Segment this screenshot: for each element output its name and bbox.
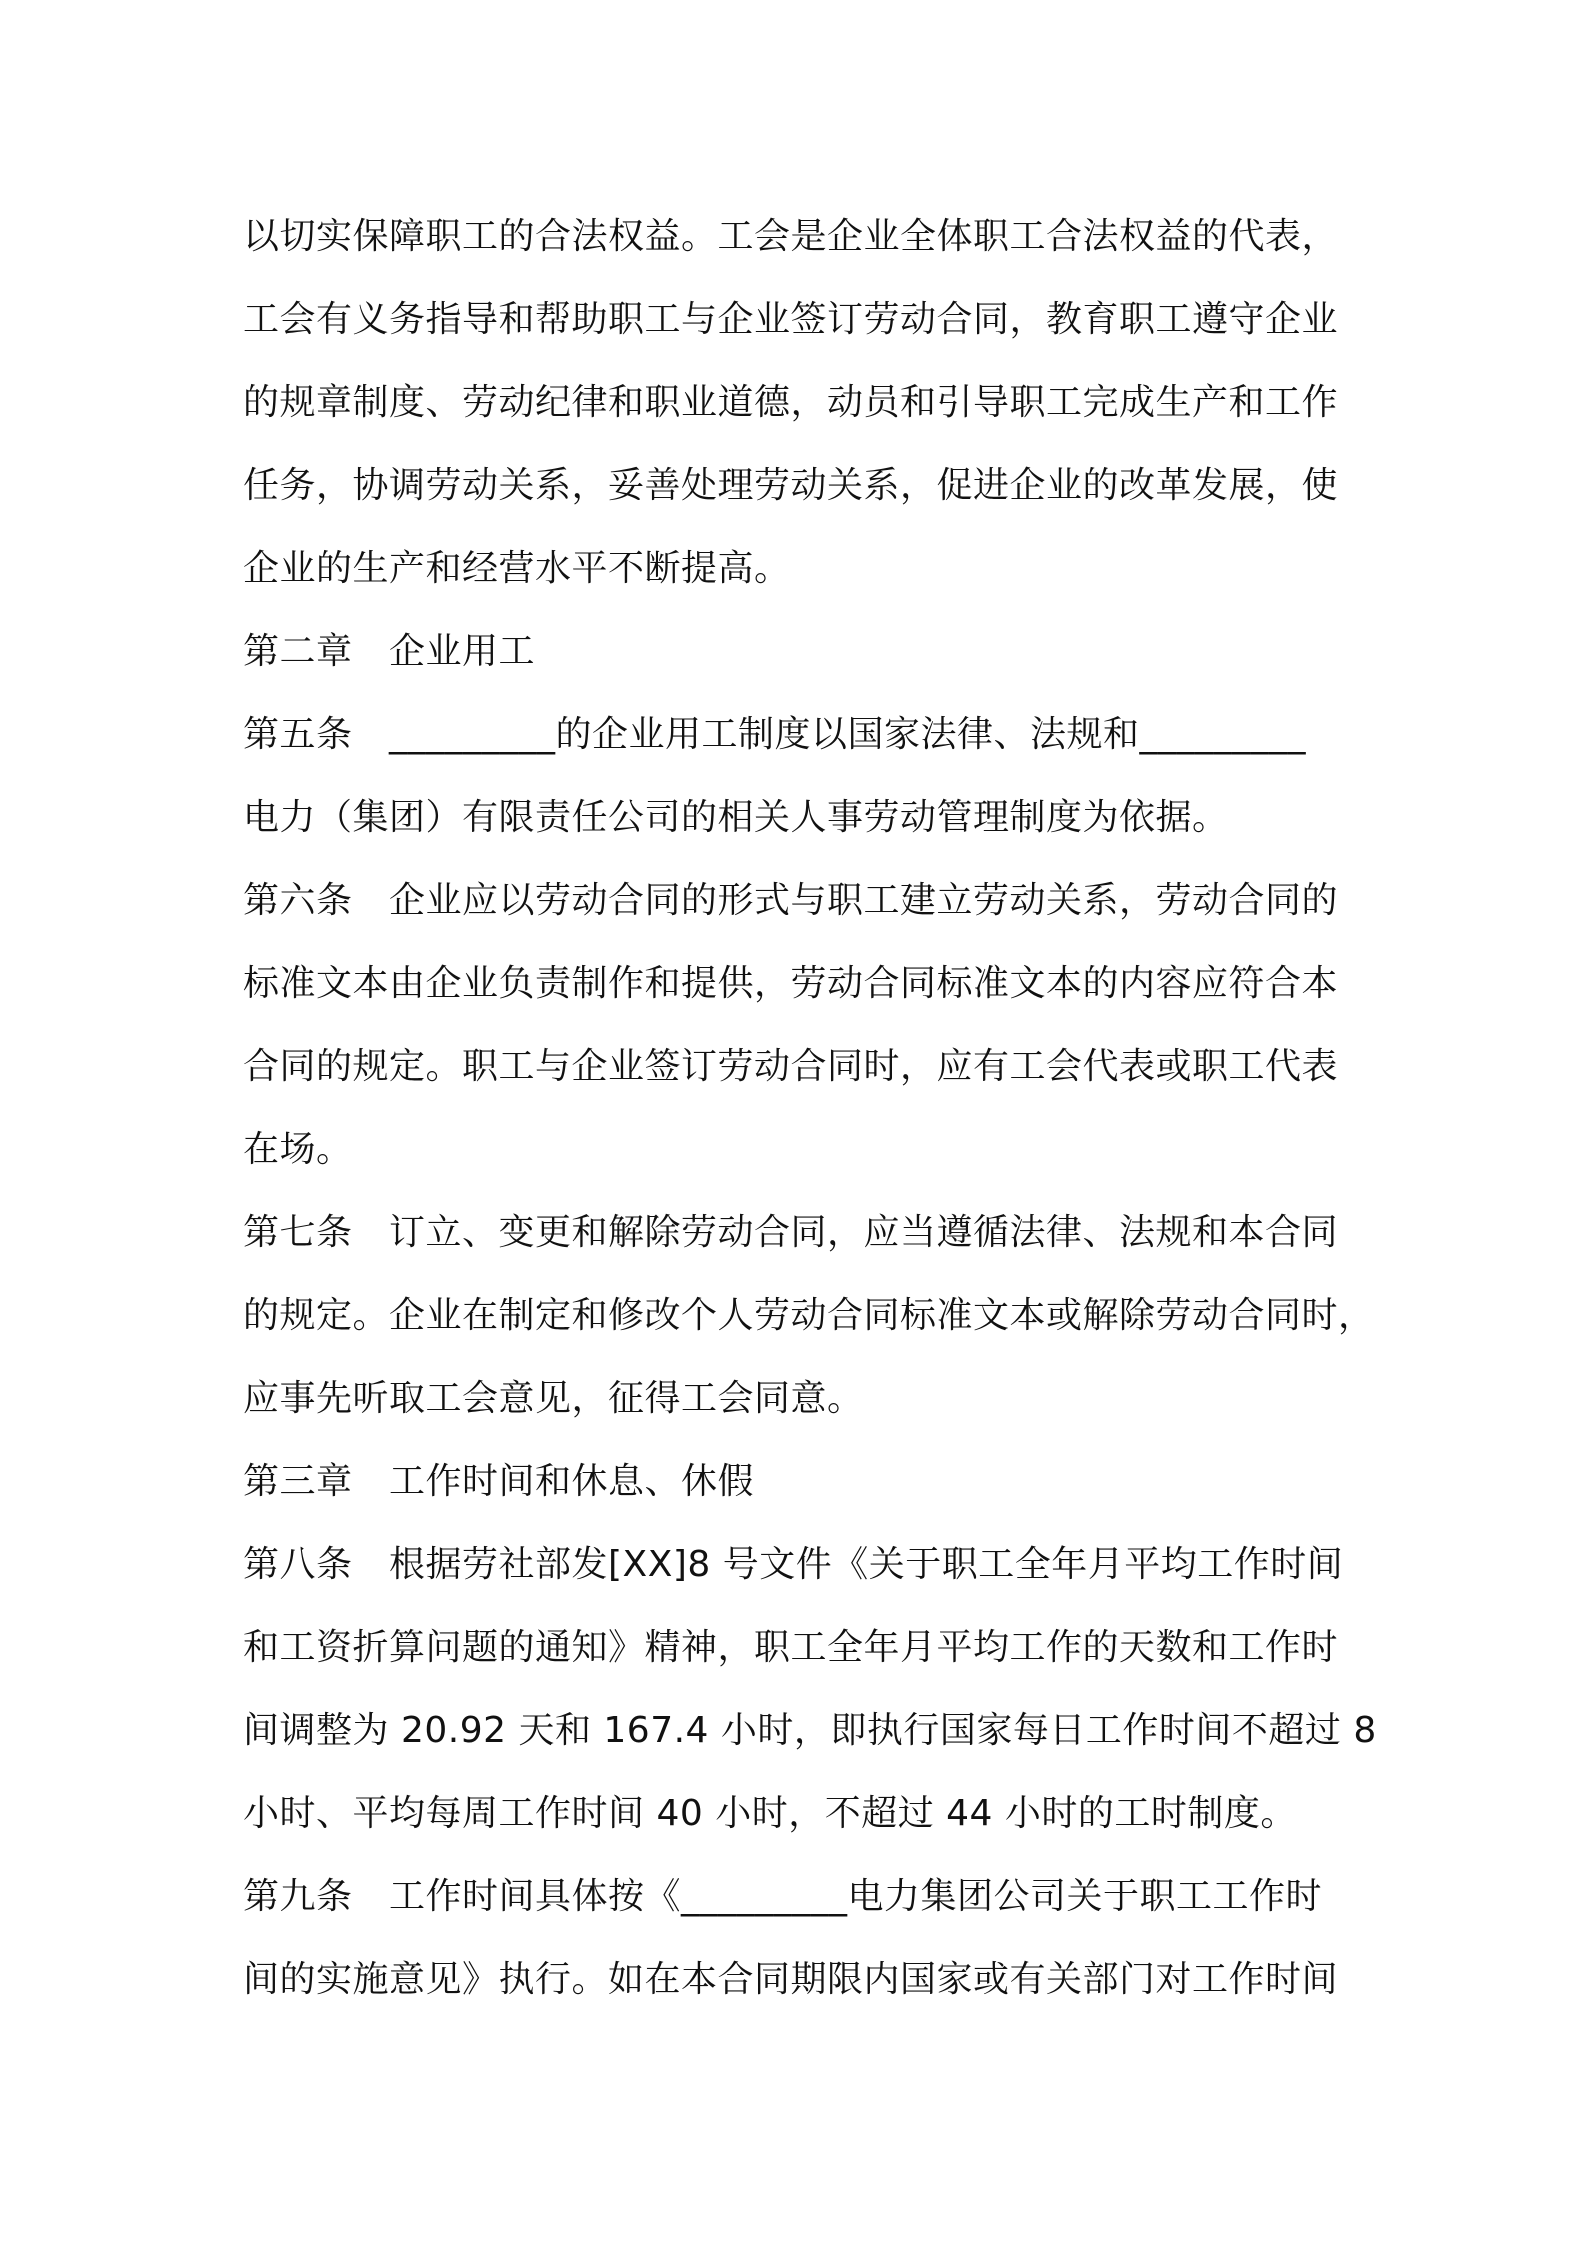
article-line: 第九条 工作时间具体按《_________电力集团公司关于职工工作时	[243, 1876, 1323, 1917]
text-line: 和工资折算问题的通知》精神，职工全年月平均工作的天数和工作时	[243, 1627, 1339, 1668]
text-line: 合同的规定。职工与企业签订劳动合同时，应有工会代表或职工代表	[243, 1046, 1339, 1087]
text-line: 电力（集团）有限责任公司的相关人事劳动管理制度为依据。	[243, 797, 1229, 838]
chapter-heading: 第三章 工作时间和休息、休假	[243, 1461, 755, 1502]
article-line: 第八条 根据劳社部发[XX]8 号文件《关于职工全年月平均工作时间	[243, 1544, 1344, 1585]
text-line: 工会有义务指导和帮助职工与企业签订劳动合同，教育职工遵守企业	[243, 299, 1339, 340]
article-line: 第六条 企业应以劳动合同的形式与职工建立劳动关系，劳动合同的	[243, 880, 1339, 921]
chapter-heading: 第二章 企业用工	[243, 631, 536, 672]
text-line: 在场。	[243, 1129, 353, 1170]
article-line: 第五条 _________的企业用工制度以国家法律、法规和_________	[243, 714, 1307, 755]
text-line: 的规定。企业在制定和修改个人劳动合同标准文本或解除劳动合同时，	[243, 1295, 1375, 1336]
text-line: 间的实施意见》执行。如在本合同期限内国家或有关部门对工作时间	[243, 1959, 1339, 2000]
text-line: 的规章制度、劳动纪律和职业道德，动员和引导职工完成生产和工作	[243, 382, 1339, 423]
document-body	[243, 195, 1377, 2021]
text-line: 标准文本由企业负责制作和提供，劳动合同标准文本的内容应符合本	[243, 963, 1339, 1004]
text-line: 企业的生产和经营水平不断提高。	[243, 548, 791, 589]
article-line: 第七条 订立、变更和解除劳动合同，应当遵循法律、法规和本合同	[243, 1212, 1339, 1253]
text-line: 以切实保障职工的合法权益。工会是企业全体职工合法权益的代表，	[243, 216, 1339, 257]
text-line: 间调整为 20.92 天和 167.4 小时，即执行国家每日工作时间不超过 8	[243, 1710, 1377, 1751]
text-line: 任务，协调劳动关系，妥善处理劳动关系，促进企业的改革发展，使	[243, 465, 1339, 506]
text-line: 应事先听取工会意见，征得工会同意。	[243, 1378, 864, 1419]
text-line: 小时、平均每周工作时间 40 小时，不超过 44 小时的工时制度。	[243, 1793, 1297, 1834]
